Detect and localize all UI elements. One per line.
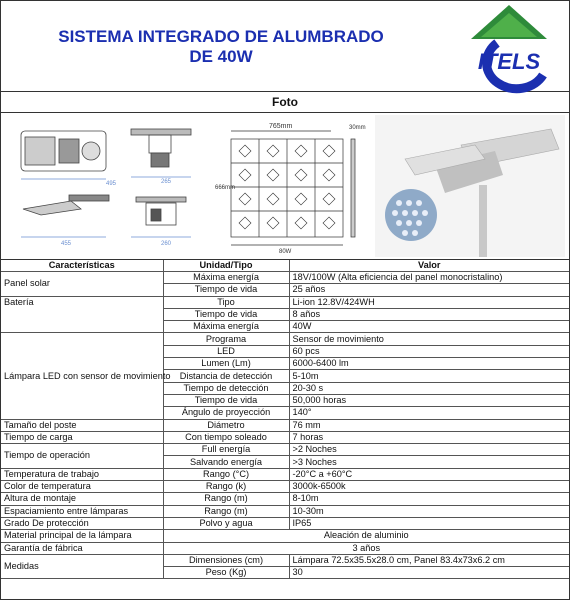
value-cell: 18V/100W (Alta eficiencia del panel monocristalino) [289, 272, 569, 284]
value-cell: 140° [289, 407, 569, 419]
value-cell: 76 mm [289, 419, 569, 431]
value-cell: IP65 [289, 517, 569, 529]
feature-cell: Grado De protección [1, 517, 163, 529]
feature-cell: Temperatura de trabajo [1, 468, 163, 480]
table-row [1, 530, 569, 542]
panel-width-label: 765mm [269, 123, 293, 130]
feature-cell: Medidas [1, 554, 163, 579]
unit-cell: LED [163, 345, 289, 357]
table-row [1, 554, 569, 566]
page-title [41, 27, 401, 67]
feature-cell: Tamaño del poste [1, 419, 163, 431]
unit-cell: Rango (°C) [163, 468, 289, 480]
table-row [1, 505, 569, 517]
title-line-1: SISTEMA INTEGRADO DE ALUMBRADO [58, 27, 384, 46]
product-photo [375, 115, 565, 257]
unit-cell: Máxima energía [163, 272, 289, 284]
table-header-row [1, 260, 569, 272]
value-cell: 7 horas [289, 431, 569, 443]
dim-label-a: 495 [106, 181, 117, 187]
table-row [1, 517, 569, 529]
feature-cell: Lámpara LED con sensor de movimiento [1, 333, 163, 419]
value-cell: 8 años [289, 308, 569, 320]
feature-cell: Batería [1, 296, 163, 333]
unit-cell: Tipo [163, 296, 289, 308]
feature-cell: Material principal de la lámpara [1, 530, 163, 542]
feature-cell: Color de temperatura [1, 481, 163, 493]
unit-cell: Lumen (Lm) [163, 358, 289, 370]
specs-table [1, 260, 569, 579]
value-cell: -20°C a +60°C [289, 468, 569, 480]
table-row [1, 419, 569, 431]
value-cell: Lámpara 72.5x35.5x28.0 cm, Panel 83.4x73x6.2 cm [289, 554, 569, 566]
value-cell: 60 pcs [289, 345, 569, 357]
unit-cell: Rango (k) [163, 481, 289, 493]
value-cell: 20-30 s [289, 382, 569, 394]
header [1, 1, 569, 92]
logo-text: ITELS [477, 49, 541, 74]
value-cell: 3000k-6500k [289, 481, 569, 493]
unit-cell: Rango (m) [163, 493, 289, 505]
photos-section [1, 113, 569, 260]
table-row [1, 542, 569, 554]
value-cell: Sensor de movimiento [289, 333, 569, 345]
feature-cell: Tiempo de operación [1, 444, 163, 469]
value-cell: 8-10m [289, 493, 569, 505]
table-row [1, 431, 569, 443]
foto-label: Foto [1, 92, 569, 113]
unit-cell: Tiempo de vida [163, 308, 289, 320]
table-row [1, 296, 569, 308]
unit-cell: Rango (m) [163, 505, 289, 517]
table-row [1, 493, 569, 505]
table-row [1, 468, 569, 480]
value-cell: 30 [289, 567, 569, 579]
value-cell: 6000-6400 lm [289, 358, 569, 370]
value-cell: 50,000 horas [289, 394, 569, 406]
lamp-technical-drawings [11, 119, 211, 255]
feature-cell: Tiempo de carga [1, 431, 163, 443]
unit-cell: Tiempo de detección [163, 382, 289, 394]
value-cell: >2 Noches [289, 444, 569, 456]
unit-cell: Polvo y agua [163, 517, 289, 529]
solar-panel-drawing [215, 117, 369, 255]
feature-cell: Garantía de fábrica [1, 542, 163, 554]
unit-cell: Máxima energía [163, 321, 289, 333]
header-caracteristicas: Características [1, 260, 163, 272]
panel-height-label: 666mm [215, 185, 236, 191]
value-cell: 5-10m [289, 370, 569, 382]
value-cell: 10-30m [289, 505, 569, 517]
unit-cell: Full energía [163, 444, 289, 456]
value-cell: >3 Noches [289, 456, 569, 468]
unit-cell: Diámetro [163, 419, 289, 431]
unit-cell: Programa [163, 333, 289, 345]
header-valor: Valor [289, 260, 569, 272]
unit-cell: Con tiempo soleado [163, 431, 289, 443]
header-unidad-tipo: Unidad/Tipo [163, 260, 289, 272]
unit-cell: Dimensiones (cm) [163, 554, 289, 566]
itels-logo [457, 3, 561, 89]
value-cell: 40W [289, 321, 569, 333]
unit-cell: Distancia de detección [163, 370, 289, 382]
table-row [1, 333, 569, 345]
value-cell: Aleación de aluminio [163, 530, 569, 542]
unit-cell: Tiempo de vida [163, 284, 289, 296]
title-line-2: DE 40W [189, 47, 253, 66]
feature-cell: Altura de montaje [1, 493, 163, 505]
dim-label-c: 455 [61, 241, 72, 247]
dim-label-d: 260 [161, 241, 172, 247]
dim-label-b: 265 [161, 179, 172, 185]
value-cell: 3 años [163, 542, 569, 554]
table-row [1, 481, 569, 493]
feature-cell: Panel solar [1, 272, 163, 297]
unit-cell: Peso (Kg) [163, 567, 289, 579]
value-cell: 25 años [289, 284, 569, 296]
feature-cell: Espaciamiento entre lámparas [1, 505, 163, 517]
unit-cell: Salvando energía [163, 456, 289, 468]
unit-cell: Tiempo de vida [163, 394, 289, 406]
panel-depth-label: 30mm [349, 125, 366, 131]
panel-power-label: 80W [279, 249, 292, 255]
table-row [1, 272, 569, 284]
unit-cell: Ángulo de proyección [163, 407, 289, 419]
value-cell: Li-ion 12.8V/424WH [289, 296, 569, 308]
table-row [1, 444, 569, 456]
